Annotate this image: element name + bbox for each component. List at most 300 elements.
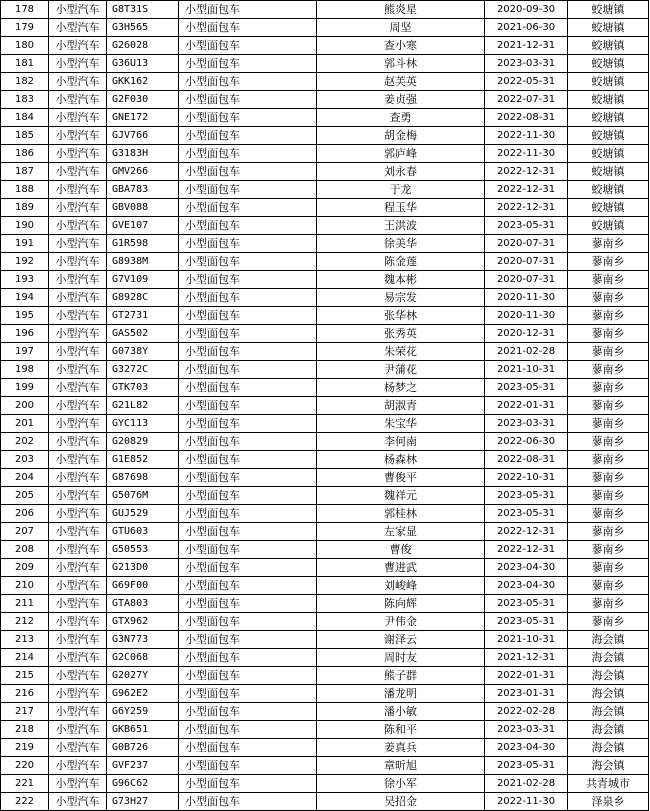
town-cell: 海会镇 (568, 721, 649, 739)
vehicle-type-cell: 小型面包车 (179, 433, 317, 451)
vehicle-category-cell: 小型汽车 (49, 253, 107, 271)
plate-number-cell: GKB651 (107, 721, 179, 739)
owner-name-cell: 姜真兵 (317, 739, 485, 757)
plate-number-cell: GTU603 (107, 523, 179, 541)
vehicle-type-cell: 小型面包车 (179, 577, 317, 595)
date-cell: 2022-10-31 (485, 469, 568, 487)
vehicle-type-cell: 小型面包车 (179, 145, 317, 163)
vehicle-category-cell: 小型汽车 (49, 541, 107, 559)
vehicle-type-cell: 小型面包车 (179, 523, 317, 541)
owner-name-cell: 杨森林 (317, 451, 485, 469)
row-number-cell: 187 (1, 163, 49, 181)
owner-name-cell: 周坚 (317, 19, 485, 37)
row-number-cell: 191 (1, 235, 49, 253)
vehicle-category-cell: 小型汽车 (49, 649, 107, 667)
owner-name-cell: 张华林 (317, 307, 485, 325)
owner-name-cell: 姜贞强 (317, 91, 485, 109)
owner-name-cell: 陈和平 (317, 721, 485, 739)
row-number-cell: 211 (1, 595, 49, 613)
date-cell: 2022-01-31 (485, 397, 568, 415)
town-cell: 蓼南乡 (568, 307, 649, 325)
owner-name-cell: 于龙 (317, 181, 485, 199)
row-number-cell: 209 (1, 559, 49, 577)
town-cell: 蓼南乡 (568, 595, 649, 613)
date-cell: 2020-11-30 (485, 289, 568, 307)
plate-number-cell: G87698 (107, 469, 179, 487)
plate-number-cell: GMV266 (107, 163, 179, 181)
table-row (1, 613, 649, 631)
row-number-cell: 195 (1, 307, 49, 325)
town-cell: 蛟塘镇 (568, 127, 649, 145)
row-number-cell: 179 (1, 19, 49, 37)
table-row (1, 631, 649, 649)
vehicle-type-cell: 小型面包车 (179, 667, 317, 685)
plate-number-cell: G8T31S (107, 1, 179, 19)
vehicle-category-cell: 小型汽车 (49, 55, 107, 73)
row-number-cell: 201 (1, 415, 49, 433)
plate-number-cell: G8938M (107, 253, 179, 271)
date-cell: 2023-01-31 (485, 685, 568, 703)
row-number-cell: 216 (1, 685, 49, 703)
date-cell: 2022-12-31 (485, 541, 568, 559)
owner-name-cell: 尹蒲花 (317, 361, 485, 379)
town-cell: 蛟塘镇 (568, 19, 649, 37)
town-cell: 蓼南乡 (568, 361, 649, 379)
plate-number-cell: G20829 (107, 433, 179, 451)
vehicle-type-cell: 小型面包车 (179, 739, 317, 757)
plate-number-cell: G2027Y (107, 667, 179, 685)
owner-name-cell: 曹俊平 (317, 469, 485, 487)
date-cell: 2020-07-31 (485, 253, 568, 271)
town-cell: 蛟塘镇 (568, 145, 649, 163)
plate-number-cell: G3272C (107, 361, 179, 379)
date-cell: 2023-04-30 (485, 559, 568, 577)
table-row (1, 145, 649, 163)
vehicle-category-cell: 小型汽车 (49, 289, 107, 307)
date-cell: 2022-06-30 (485, 433, 568, 451)
date-cell: 2020-12-31 (485, 325, 568, 343)
row-number-cell: 194 (1, 289, 49, 307)
vehicle-type-cell: 小型面包车 (179, 271, 317, 289)
town-cell: 蓼南乡 (568, 541, 649, 559)
owner-name-cell: 赵芙英 (317, 73, 485, 91)
date-cell: 2022-11-30 (485, 127, 568, 145)
vehicle-type-cell: 小型面包车 (179, 325, 317, 343)
row-number-cell: 212 (1, 613, 49, 631)
date-cell: 2022-01-31 (485, 667, 568, 685)
vehicle-type-cell: 小型面包车 (179, 127, 317, 145)
owner-name-cell: 熊炎星 (317, 1, 485, 19)
owner-name-cell: 尹伟金 (317, 613, 485, 631)
date-cell: 2021-10-31 (485, 361, 568, 379)
town-cell: 蓼南乡 (568, 469, 649, 487)
town-cell: 海会镇 (568, 667, 649, 685)
town-cell: 蓼南乡 (568, 577, 649, 595)
vehicle-category-cell: 小型汽车 (49, 379, 107, 397)
date-cell: 2023-05-31 (485, 595, 568, 613)
town-cell: 海会镇 (568, 631, 649, 649)
vehicle-type-cell: 小型面包车 (179, 505, 317, 523)
owner-name-cell: 左家显 (317, 523, 485, 541)
row-number-cell: 215 (1, 667, 49, 685)
date-cell: 2023-04-30 (485, 739, 568, 757)
row-number-cell: 213 (1, 631, 49, 649)
table-row (1, 577, 649, 595)
row-number-cell: 184 (1, 109, 49, 127)
vehicle-type-cell: 小型面包车 (179, 793, 317, 811)
row-number-cell: 180 (1, 37, 49, 55)
vehicle-category-cell: 小型汽车 (49, 595, 107, 613)
vehicle-type-cell: 小型面包车 (179, 721, 317, 739)
plate-number-cell: GTA803 (107, 595, 179, 613)
row-number-cell: 178 (1, 1, 49, 19)
vehicle-type-cell: 小型面包车 (179, 487, 317, 505)
vehicle-type-cell: 小型面包车 (179, 415, 317, 433)
town-cell: 蓼南乡 (568, 415, 649, 433)
town-cell: 海会镇 (568, 703, 649, 721)
town-cell: 蓼南乡 (568, 559, 649, 577)
vehicle-category-cell: 小型汽车 (49, 145, 107, 163)
vehicle-category-cell: 小型汽车 (49, 685, 107, 703)
table-row (1, 685, 649, 703)
town-cell: 蓼南乡 (568, 433, 649, 451)
date-cell: 2021-06-30 (485, 19, 568, 37)
owner-name-cell: 朱荣花 (317, 343, 485, 361)
owner-name-cell: 魏祥元 (317, 487, 485, 505)
table-row (1, 757, 649, 775)
date-cell: 2022-05-31 (485, 73, 568, 91)
vehicle-type-cell: 小型面包车 (179, 685, 317, 703)
vehicle-type-cell: 小型面包车 (179, 109, 317, 127)
row-number-cell: 202 (1, 433, 49, 451)
date-cell: 2021-02-28 (485, 775, 568, 793)
town-cell: 蓼南乡 (568, 343, 649, 361)
vehicle-type-cell: 小型面包车 (179, 19, 317, 37)
plate-number-cell: G1R598 (107, 235, 179, 253)
plate-number-cell: G8928C (107, 289, 179, 307)
vehicle-category-cell: 小型汽车 (49, 415, 107, 433)
vehicle-category-cell: 小型汽车 (49, 739, 107, 757)
plate-number-cell: GNE172 (107, 109, 179, 127)
town-cell: 泽泉乡 (568, 793, 649, 811)
town-cell: 海会镇 (568, 739, 649, 757)
town-cell: 海会镇 (568, 757, 649, 775)
town-cell: 共青城市 (568, 775, 649, 793)
plate-number-cell: GKK162 (107, 73, 179, 91)
date-cell: 2021-10-31 (485, 631, 568, 649)
row-number-cell: 200 (1, 397, 49, 415)
vehicle-category-cell: 小型汽车 (49, 163, 107, 181)
date-cell: 2023-05-31 (485, 505, 568, 523)
vehicle-category-cell: 小型汽车 (49, 433, 107, 451)
vehicle-category-cell: 小型汽车 (49, 613, 107, 631)
date-cell: 2023-05-31 (485, 487, 568, 505)
date-cell: 2020-09-30 (485, 1, 568, 19)
plate-number-cell: G0B726 (107, 739, 179, 757)
vehicle-type-cell: 小型面包车 (179, 343, 317, 361)
date-cell: 2020-07-31 (485, 235, 568, 253)
table-row (1, 451, 649, 469)
town-cell: 蓼南乡 (568, 523, 649, 541)
table-row (1, 91, 649, 109)
vehicle-type-cell: 小型面包车 (179, 91, 317, 109)
owner-name-cell: 胡淑青 (317, 397, 485, 415)
vehicle-type-cell: 小型面包车 (179, 559, 317, 577)
date-cell: 2022-12-31 (485, 163, 568, 181)
vehicle-category-cell: 小型汽车 (49, 109, 107, 127)
plate-number-cell: G3H565 (107, 19, 179, 37)
table-row (1, 55, 649, 73)
date-cell: 2022-07-31 (485, 91, 568, 109)
table-row (1, 19, 649, 37)
date-cell: 2022-12-31 (485, 523, 568, 541)
town-cell: 蓼南乡 (568, 325, 649, 343)
table-row (1, 739, 649, 757)
vehicle-category-cell: 小型汽车 (49, 73, 107, 91)
row-number-cell: 199 (1, 379, 49, 397)
vehicle-type-cell: 小型面包车 (179, 775, 317, 793)
date-cell: 2022-11-30 (485, 145, 568, 163)
vehicle-category-cell: 小型汽车 (49, 775, 107, 793)
owner-name-cell: 曹进武 (317, 559, 485, 577)
table-row (1, 235, 649, 253)
vehicle-category-cell: 小型汽车 (49, 523, 107, 541)
town-cell: 蓼南乡 (568, 613, 649, 631)
town-cell: 蛟塘镇 (568, 55, 649, 73)
vehicle-category-cell: 小型汽车 (49, 757, 107, 775)
vehicle-type-cell: 小型面包车 (179, 541, 317, 559)
town-cell: 蛟塘镇 (568, 91, 649, 109)
vehicle-category-cell: 小型汽车 (49, 217, 107, 235)
town-cell: 蛟塘镇 (568, 199, 649, 217)
plate-number-cell: G3183H (107, 145, 179, 163)
date-cell: 2023-03-31 (485, 721, 568, 739)
owner-name-cell: 陈向辉 (317, 595, 485, 613)
table-row (1, 127, 649, 145)
town-cell: 蛟塘镇 (568, 73, 649, 91)
plate-number-cell: G0738Y (107, 343, 179, 361)
vehicle-category-cell: 小型汽车 (49, 487, 107, 505)
vehicle-category-cell: 小型汽车 (49, 91, 107, 109)
table-row (1, 307, 649, 325)
vehicle-category-cell: 小型汽车 (49, 37, 107, 55)
plate-number-cell: G96C62 (107, 775, 179, 793)
date-cell: 2022-08-31 (485, 109, 568, 127)
date-cell: 2023-05-31 (485, 757, 568, 775)
table-row (1, 649, 649, 667)
table-row (1, 523, 649, 541)
town-cell: 蛟塘镇 (568, 37, 649, 55)
plate-number-cell: G962E2 (107, 685, 179, 703)
vehicle-category-cell: 小型汽车 (49, 667, 107, 685)
plate-number-cell: GBV088 (107, 199, 179, 217)
row-number-cell: 181 (1, 55, 49, 73)
vehicle-category-cell: 小型汽车 (49, 505, 107, 523)
table-row (1, 595, 649, 613)
date-cell: 2020-07-31 (485, 271, 568, 289)
town-cell: 蓼南乡 (568, 487, 649, 505)
vehicle-category-cell: 小型汽车 (49, 703, 107, 721)
date-cell: 2021-12-31 (485, 649, 568, 667)
town-cell: 蓼南乡 (568, 253, 649, 271)
table-row (1, 181, 649, 199)
date-cell: 2022-12-31 (485, 181, 568, 199)
row-number-cell: 222 (1, 793, 49, 811)
town-cell: 蛟塘镇 (568, 1, 649, 19)
table-row (1, 271, 649, 289)
table-row (1, 559, 649, 577)
vehicle-category-cell: 小型汽车 (49, 361, 107, 379)
vehicle-type-cell: 小型面包车 (179, 37, 317, 55)
date-cell: 2023-04-30 (485, 577, 568, 595)
plate-number-cell: G6Y259 (107, 703, 179, 721)
vehicle-type-cell: 小型面包车 (179, 289, 317, 307)
row-number-cell: 220 (1, 757, 49, 775)
vehicle-type-cell: 小型面包车 (179, 199, 317, 217)
vehicle-type-cell: 小型面包车 (179, 595, 317, 613)
vehicle-category-cell: 小型汽车 (49, 325, 107, 343)
owner-name-cell: 周时友 (317, 649, 485, 667)
table-row (1, 37, 649, 55)
row-number-cell: 192 (1, 253, 49, 271)
owner-name-cell: 张秀英 (317, 325, 485, 343)
date-cell: 2022-02-28 (485, 703, 568, 721)
plate-number-cell: GJV766 (107, 127, 179, 145)
plate-number-cell: G7V109 (107, 271, 179, 289)
plate-number-cell: G36U13 (107, 55, 179, 73)
table-row (1, 703, 649, 721)
vehicle-category-cell: 小型汽车 (49, 181, 107, 199)
date-cell: 2023-03-31 (485, 415, 568, 433)
town-cell: 蓼南乡 (568, 397, 649, 415)
date-cell: 2023-03-31 (485, 55, 568, 73)
plate-number-cell: G213D0 (107, 559, 179, 577)
owner-name-cell: 潘龙明 (317, 685, 485, 703)
vehicle-category-cell: 小型汽车 (49, 577, 107, 595)
vehicle-category-cell: 小型汽车 (49, 469, 107, 487)
date-cell: 2023-05-31 (485, 217, 568, 235)
table-row (1, 163, 649, 181)
vehicle-category-cell: 小型汽车 (49, 559, 107, 577)
table-row (1, 541, 649, 559)
row-number-cell: 185 (1, 127, 49, 145)
plate-number-cell: GT2731 (107, 307, 179, 325)
plate-number-cell: GVE107 (107, 217, 179, 235)
vehicle-type-cell: 小型面包车 (179, 217, 317, 235)
plate-number-cell: GBA783 (107, 181, 179, 199)
date-cell: 2022-12-31 (485, 199, 568, 217)
plate-number-cell: GVF237 (107, 757, 179, 775)
row-number-cell: 218 (1, 721, 49, 739)
table-row (1, 199, 649, 217)
vehicle-type-cell: 小型面包车 (179, 163, 317, 181)
plate-number-cell: G2F030 (107, 91, 179, 109)
vehicle-category-cell: 小型汽车 (49, 235, 107, 253)
vehicle-type-cell: 小型面包车 (179, 469, 317, 487)
plate-number-cell: G69F00 (107, 577, 179, 595)
vehicle-category-cell: 小型汽车 (49, 307, 107, 325)
table-row (1, 73, 649, 91)
vehicle-category-cell: 小型汽车 (49, 127, 107, 145)
town-cell: 蓼南乡 (568, 379, 649, 397)
vehicle-type-cell: 小型面包车 (179, 55, 317, 73)
vehicle-type-cell: 小型面包车 (179, 631, 317, 649)
table-row (1, 361, 649, 379)
row-number-cell: 196 (1, 325, 49, 343)
town-cell: 海会镇 (568, 649, 649, 667)
vehicle-type-cell: 小型面包车 (179, 253, 317, 271)
row-number-cell: 207 (1, 523, 49, 541)
owner-name-cell: 郭庐峰 (317, 145, 485, 163)
row-number-cell: 198 (1, 361, 49, 379)
row-number-cell: 221 (1, 775, 49, 793)
vehicle-type-cell: 小型面包车 (179, 649, 317, 667)
table-row (1, 775, 649, 793)
row-number-cell: 183 (1, 91, 49, 109)
town-cell: 蛟塘镇 (568, 217, 649, 235)
table-row (1, 343, 649, 361)
vehicle-type-cell: 小型面包车 (179, 1, 317, 19)
owner-name-cell: 陈金莲 (317, 253, 485, 271)
owner-name-cell: 徐小军 (317, 775, 485, 793)
plate-number-cell: GYC113 (107, 415, 179, 433)
vehicle-category-cell: 小型汽车 (49, 199, 107, 217)
date-cell: 2021-02-28 (485, 343, 568, 361)
row-number-cell: 210 (1, 577, 49, 595)
row-number-cell: 193 (1, 271, 49, 289)
plate-number-cell: G26028 (107, 37, 179, 55)
plate-number-cell: GUJ529 (107, 505, 179, 523)
plate-number-cell: G5076M (107, 487, 179, 505)
plate-number-cell: G50553 (107, 541, 179, 559)
vehicle-type-cell: 小型面包车 (179, 703, 317, 721)
date-cell: 2023-05-31 (485, 613, 568, 631)
table-row (1, 415, 649, 433)
table-row (1, 1, 649, 19)
vehicle-table-body (1, 1, 649, 811)
vehicle-type-cell: 小型面包车 (179, 379, 317, 397)
vehicle-category-cell: 小型汽车 (49, 793, 107, 811)
plate-number-cell: GTX962 (107, 613, 179, 631)
table-row (1, 253, 649, 271)
row-number-cell: 219 (1, 739, 49, 757)
town-cell: 蓼南乡 (568, 451, 649, 469)
owner-name-cell: 谢泽云 (317, 631, 485, 649)
vehicle-type-cell: 小型面包车 (179, 181, 317, 199)
vehicle-type-cell: 小型面包车 (179, 397, 317, 415)
vehicle-category-cell: 小型汽车 (49, 19, 107, 37)
owner-name-cell: 胡金梅 (317, 127, 485, 145)
town-cell: 蓼南乡 (568, 289, 649, 307)
plate-number-cell: G3N773 (107, 631, 179, 649)
row-number-cell: 182 (1, 73, 49, 91)
town-cell: 海会镇 (568, 685, 649, 703)
row-number-cell: 208 (1, 541, 49, 559)
vehicle-category-cell: 小型汽车 (49, 1, 107, 19)
town-cell: 蛟塘镇 (568, 109, 649, 127)
owner-name-cell: 刘峻峰 (317, 577, 485, 595)
town-cell: 蓼南乡 (568, 235, 649, 253)
owner-name-cell: 刘永春 (317, 163, 485, 181)
owner-name-cell: 朱宝华 (317, 415, 485, 433)
table-row (1, 721, 649, 739)
vehicle-type-cell: 小型面包车 (179, 613, 317, 631)
row-number-cell: 186 (1, 145, 49, 163)
row-number-cell: 214 (1, 649, 49, 667)
owner-name-cell: 徐美华 (317, 235, 485, 253)
owner-name-cell: 程玉华 (317, 199, 485, 217)
vehicle-type-cell: 小型面包车 (179, 361, 317, 379)
